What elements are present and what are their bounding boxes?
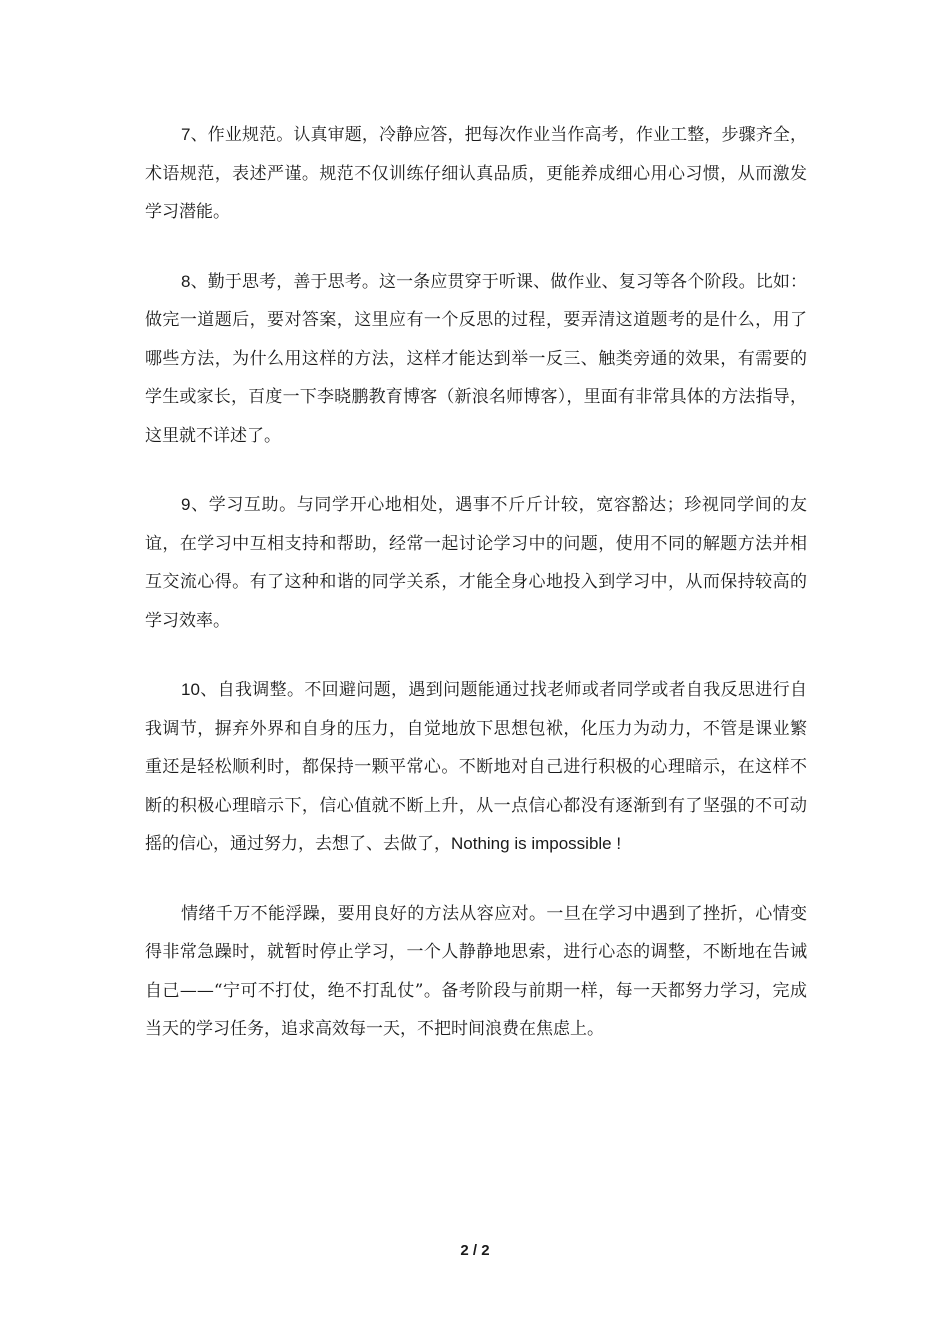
page-indicator: 2 / 2 [460, 1242, 490, 1259]
paragraph-text: 、学习互助。与同学开心地相处，遇事不斤斤计较，宽容豁达；珍视同学间的友谊，在学习中互相支持和帮助，经常一起讨论学习中的问题，使用不同的解题方法并相互交流心得。有了这种和谐的同学关系，才能全身心地投入到学习中，从而保持较高的学习效率。 [145, 495, 807, 631]
document-body [145, 116, 807, 1080]
paragraph-text: 情绪千万不能浮躁，要用良好的方法从容应对。一旦在学习中遇到了挫折，心情变得非常急躁时，就暂时停止学习，一个人静静地思索，进行心态的调整，不断地在告诫自己——“宁可不打仗，绝不打乱仗”。备考阶段与前期一样，每一天都努力学习，完成当天的学习任务，追求高效每一天，不把时间浪费在焦虑上。 [145, 903, 807, 1039]
paragraph-number: 10 [181, 680, 200, 699]
paragraph-number: 9 [181, 495, 191, 514]
paragraph-7 [145, 116, 807, 232]
paragraph-number: 8 [181, 271, 191, 291]
paragraph-text: 、自我调整。不回避问题，遇到问题能通过找老师或者同学或者自我反思进行自我调节，摒弃外界和自身的压力，自觉地放下思想包袱，化压力为动力，不管是课业繁重还是轻松顺利时，都保持一颗平常心。不断地对自己进行积极的心理暗示，在这样不断的积极心理暗示下，信心值就不断上升，从一点信心都没有逐渐到有了坚强的不可动摇的信心，通过努力，去想了、去做了， [145, 680, 807, 854]
paragraph-text: 、作业规范。认真审题，冷静应答，把每次作业当作高考，作业工整，步骤齐全，术语规范，表述严谨。规范不仅训练仔细认真品质，更能养成细心用心习惯，从而激发学习潜能。 [145, 125, 807, 222]
paragraph-9 [145, 486, 807, 640]
paragraph-10 [145, 671, 807, 864]
paragraph-text: 、勤于思考，善于思考。这一条应贯穿于听课、做作业、复习等各个阶段。比如：做完一道题后，要对答案，这里应有一个反思的过程，要弄清这道题考的是什么，用了哪些方法，为什么用这样的方法，这样才能达到举一反三、触类旁通的效果，有需要的学生或家长，百度一下李晓鹏教育博客（新浪名师博客），里面有非常具体的方法指导，这里就不详述了。 [145, 271, 807, 446]
paragraph-latin-tail: Nothing is impossible ! [451, 834, 622, 853]
paragraph-number: 7 [181, 125, 191, 144]
paragraph-conclusion [145, 895, 807, 1049]
paragraph-8 [145, 263, 807, 456]
